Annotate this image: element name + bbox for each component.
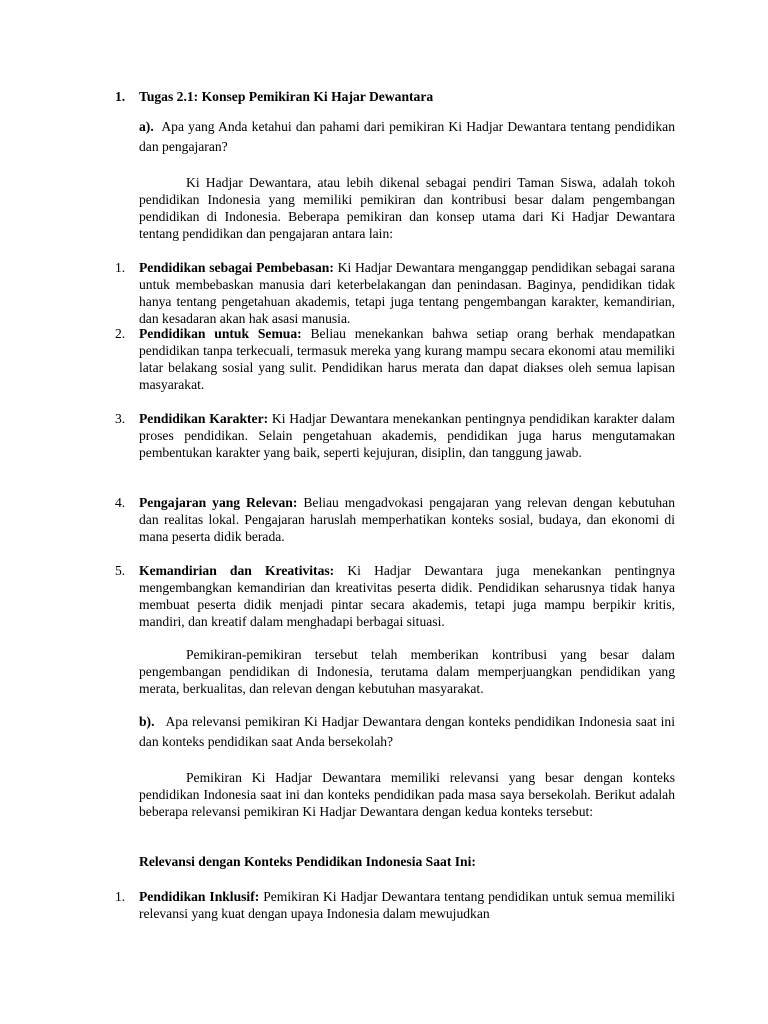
- list-item-text: Ki Hadjar Dewantara juga menekankan pentingnya mengembangkan kemandirian dan kreativitas peserta didik. Pendidikan seharusnya tidak hanya membuat peserta didik menjadi pintar secara akademis, tetapi juga mampu berpikir kritis, mandiri, dan kreatif dalam menghadapi berbagai situasi.: [139, 563, 675, 629]
- list-item-text: Beliau menekankan bahwa setiap orang berhak mendapatkan pendidikan tanpa terkecuali, termasuk mereka yang kurang mampu secara ekonomi atau memiliki latar belakang sosial yang sulit. Pendidikan harus merata dan dapat diakses oleh semua lapisan masyarakat.: [139, 326, 675, 392]
- heading-title: Tugas 2.1: Konsep Pemikiran Ki Hajar Dewantara: [139, 89, 434, 104]
- heading-number: 1.: [115, 89, 126, 104]
- task-heading: [115, 88, 675, 105]
- list-item-title: Kemandirian dan Kreativitas:: [139, 563, 335, 578]
- question-b-text: Apa relevansi pemikiran Ki Hadjar Dewantara dengan konteks pendidikan Indonesia saat ini dan konteks pendidikan saat Anda bersekolah?: [139, 714, 675, 749]
- list-item-text: Beliau mengadvokasi pengajaran yang relevan dengan kebutuhan dan realitas lokal. Pengajaran haruslah memperhatikan konteks sosial, budaya, dan ekonomi di mana peserta didik berada.: [139, 495, 675, 544]
- list-item-number: 2.: [115, 326, 126, 341]
- list-item-number: 4.: [115, 495, 126, 510]
- list-item-title: Pengajaran yang Relevan:: [139, 495, 298, 510]
- list-item-text: Ki Hadjar Dewantara menganggap pendidikan sebagai sarana untuk membebaskan manusia dari keterbelakangan dan penindasan. Baginya, pendidikan tidak hanya tentang pengetahuan akademis, tetapi juga tentang pengembangan karakter, kemandirian, dan kesadaran akan hak asasi manusia.: [139, 260, 675, 326]
- list-item-title: Pendidikan Karakter:: [139, 411, 269, 426]
- relevance-subheading: Relevansi dengan Konteks Pendidikan Indonesia Saat Ini:: [139, 854, 476, 869]
- list-item: [115, 494, 675, 545]
- list-item: [115, 325, 675, 393]
- list-item: [115, 888, 675, 922]
- list-item-text: Pemikiran Ki Hadjar Dewantara tentang pendidikan untuk semua memiliki relevansi yang kuat dengan upaya Indonesia dalam mewujudkan: [139, 889, 676, 921]
- question-a: [139, 117, 675, 157]
- list-item: [115, 410, 675, 461]
- question-b: [139, 712, 675, 752]
- list-item: [115, 259, 675, 327]
- list-item-title: Pendidikan untuk Semua:: [139, 326, 302, 341]
- list-item-number: 5.: [115, 563, 126, 578]
- intro-a-paragraph: Ki Hadjar Dewantara, atau lebih dikenal sebagai pendiri Taman Siswa, adalah tokoh pendidikan Indonesia yang memiliki pemikiran dan kontribusi besar dalam pengembangan pendidikan di Indonesia. Beberapa pemikiran dan konsep utama dari Ki Hadjar Dewantara tentang pendidikan dan pengajaran antara lain:: [139, 175, 675, 241]
- closing-a-paragraph: Pemikiran-pemikiran tersebut telah memberikan kontribusi yang besar dalam pengembangan pendidikan di Indonesia, terutama dalam memperjuangkan pendidikan yang merata, berkualitas, dan relevan dengan kebutuhan masyarakat.: [139, 647, 675, 696]
- list-item-title: Pendidikan sebagai Pembebasan:: [139, 260, 334, 275]
- list-item-title: Pendidikan Inklusif:: [139, 889, 260, 904]
- list-item-number: 1.: [115, 889, 126, 904]
- list-item-number: 1.: [115, 260, 126, 275]
- list-item: [115, 562, 675, 630]
- question-a-text: Apa yang Anda ketahui dan pahami dari pemikiran Ki Hadjar Dewantara tentang pendidikan dan pengajaran?: [139, 119, 675, 154]
- question-b-label: b).: [139, 714, 155, 729]
- intro-b-paragraph: Pemikiran Ki Hadjar Dewantara memiliki relevansi yang besar dengan konteks pendidikan Indonesia saat ini dan konteks pendidikan pada masa saya bersekolah. Berikut adalah beberapa relevansi pemikiran Ki Hadjar Dewantara dengan kedua konteks tersebut:: [139, 770, 675, 819]
- list-item-text: Ki Hadjar Dewantara menekankan pentingnya pendidikan karakter dalam proses pendidikan. Selain pengetahuan akademis, pendidikan juga harus mengutamakan pembentukan karakter yang baik, seperti kejujuran, disiplin, dan tanggung jawab.: [139, 411, 675, 460]
- list-item-number: 3.: [115, 411, 126, 426]
- question-a-label: a).: [139, 119, 154, 134]
